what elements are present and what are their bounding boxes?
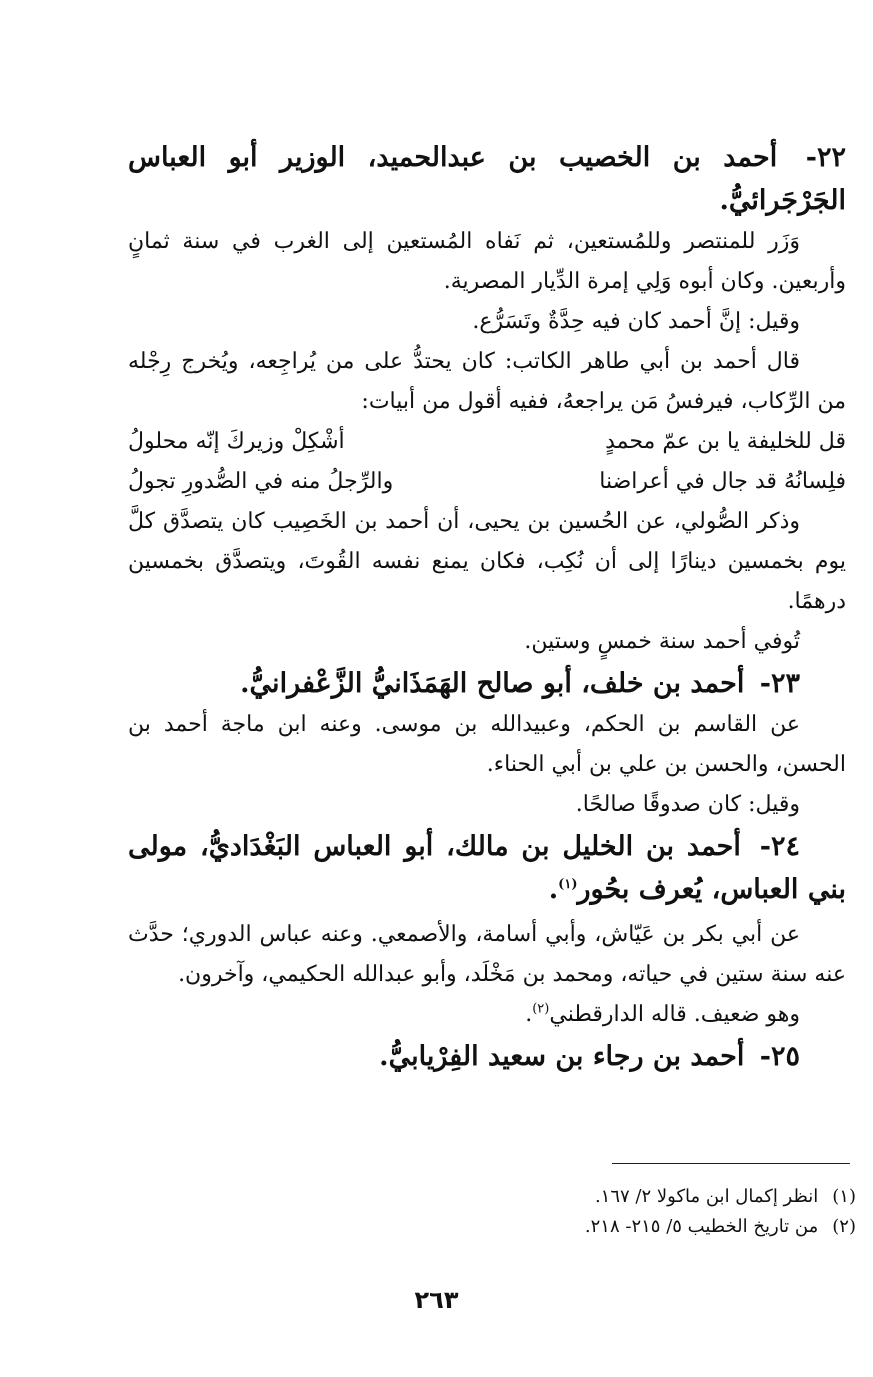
main-text	[128, 136, 846, 1078]
entry-title-22	[128, 136, 846, 222]
footnote	[300, 1182, 856, 1212]
entry-title-23	[128, 662, 846, 705]
entry-title-25	[128, 1035, 846, 1078]
paragraph: تُوفي أحمد سنة خمسٍ وستين.	[524, 629, 800, 654]
paragraph: عن القاسم بن الحكم، وعبيدالله بن موسى. وعنه ابن ماجة أحمد بن الحسن، والحسن بن علي بن أبي الحناء.	[128, 712, 846, 777]
entry-number: ٢٥-	[759, 1041, 800, 1072]
paragraph: وَزَر للمنتصر وللمُستعين، ثم نَفاه المُستعين إلى الغرب في سنة ثمانٍ وأربعين. وكان أبوه وَلِي إمرة الدِّيار المصرية.	[128, 229, 846, 294]
footnote-ref[interactable]: (١)	[558, 877, 578, 892]
poem-verse	[128, 422, 846, 462]
footnote-separator	[612, 1163, 850, 1164]
verse-first-half: فلِسانُهُ قد جال في أعراضنا	[599, 469, 846, 494]
paragraph: عن أبي بكر بن عَيّاش، وأبي أسامة، والأصمعي. وعنه عباس الدوري؛ حدَّث عنه سنة ستين في حياته، ومحمد بن مَخْلَد، وأبو عبدالله الحكيمي، وآخرون.	[128, 922, 846, 987]
verse-second-half: والرِّجلُ منه في الصُّدورِ تجولُ	[128, 469, 394, 494]
paragraph: وقيل: كان صدوقًا صالحًا.	[575, 792, 800, 817]
paragraph-text: وهو ضعيف. قاله الدارقطني	[549, 1002, 800, 1027]
entry-number: ٢٤-	[759, 831, 800, 862]
footnote-text: من تاريخ الخطيب ٥/ ٢١٥- ٢١٨.	[584, 1216, 819, 1237]
entry-heading: أحمد بن الخصيب بن عبدالحميد، الوزير أبو العباس الجَرْجَرائيُّ.	[128, 142, 846, 216]
footnote-marker: (٢)	[832, 1216, 856, 1237]
entry-number: ٢٣-	[759, 668, 800, 699]
footnote-text: انظر إكمال ابن ماكولا ٢/ ١٦٧.	[594, 1186, 819, 1207]
paragraph-end: .	[525, 1002, 533, 1027]
footnote-marker: (١)	[832, 1186, 856, 1207]
entry-number: ٢٢-	[805, 142, 846, 173]
entry-title-24	[128, 825, 846, 911]
paragraph: وقيل: إنَّ أحمد كان فيه حِدَّةٌ وتَسَرُّع.	[472, 309, 800, 334]
paragraph	[128, 995, 846, 1035]
entry-heading: أحمد بن خلف، أبو صالح الهَمَذَانيُّ الزَّعْفرانيُّ.	[240, 668, 745, 699]
entry-heading: أحمد بن الخليل بن مالك، أبو العباس البَغْدَاديُّ، مولى بني العباس، يُعرف بحُور	[128, 831, 846, 905]
verse-second-half: أشْكِلْ وزيركَ إنّه محلولُ	[128, 429, 345, 454]
poem-verse	[128, 462, 846, 502]
footnote-ref[interactable]: (٢)	[532, 1001, 550, 1017]
page-number: ٢٦٣	[414, 1286, 459, 1314]
entry-heading-end: .	[548, 874, 559, 905]
footnotes	[300, 1182, 856, 1242]
poem	[128, 422, 846, 502]
paragraph: وذكر الصُّولي، عن الحُسين بن يحيى، أن أحمد بن الخَصِيب كان يتصدَّق كلَّ يوم بخمسين دينارًا إلى أن نُكِب، فكان يمنع نفسه القُوتَ، ويتصدَّق بخمسين درهمًا.	[128, 509, 846, 614]
verse-first-half: قل للخليفة يا بن عمّ محمدٍ	[605, 429, 846, 454]
paragraph: قال أحمد بن أبي طاهر الكاتب: كان يحتدُّ على من يُراجِعه، ويُخرج رِجْله من الرِّكاب، فيرفسُ مَن يراجعهُ، ففيه أقول من أبيات:	[128, 349, 846, 414]
footnote	[300, 1212, 856, 1242]
entry-heading: أحمد بن رجاء بن سعيد الفِرْيابيُّ.	[379, 1041, 745, 1072]
